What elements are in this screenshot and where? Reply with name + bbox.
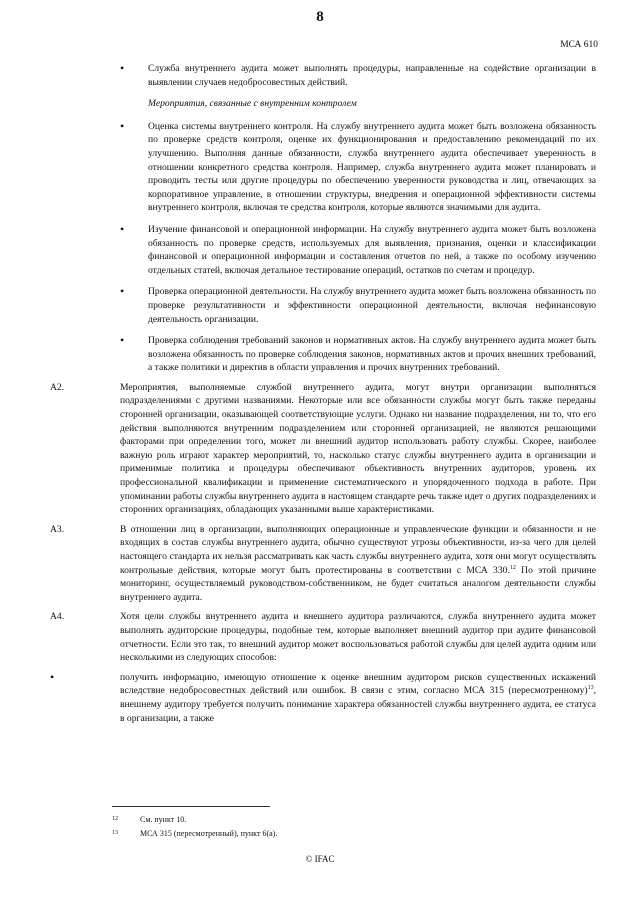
footnote-ref[interactable]: 13 <box>587 685 594 692</box>
paragraph-text: Мероприятия, выполняемые службой внутреннего аудита, могут внутри организации выполняться подразделениями с другими названиями. Некоторые или все обязанности службы могут быть также переданы сторонней организации, оказывающей соответствующие услуги. Однако ни название подразделения, ни то, что его действия выполняются внутренним подразделением или сторонней организацией, не являются решающими факторами при определении того, может ли внешний аудитор использовать работу службы. Скорее, наиболее важную роль играют характер мероприятий, то, насколько статус службы внутреннего аудита в организации и применимые политика и процедуры обеспечивают объективность внутренних аудиторов, уровень их профессиональной квалификации и применение систематического и упорядоченного подхода в работе. При упоминании работы службы внутреннего аудита в настоящем стандарте речь также идет о других подразделениях и сторонних организациях, обладающих указанными выше характеристиками. <box>120 381 596 516</box>
control-bullet: • Проверка соблюдения требований законов и нормативных актов. На службу внутреннего аудита может быть возложена обязанность по проверке соблюдения законов, нормативных актов и прочих внешних требований, а также политики и директив в области управления и прочих внутренних требований. <box>120 334 596 375</box>
footnote <box>112 829 277 838</box>
control-bullet: • Оценка системы внутреннего контроля. На службу внутреннего аудита может быть возложена обязанность по проверке средств контроля, оценке их функционирования и предоставлению рекомендаций по их улучшению. Выполняя данные обязанности, служба внутреннего аудита обеспечивает уверенность в отношении конкретного средства контроля. Например, служба внутреннего аудита может планировать и проводить тесты или другие процедуры по обеспечению уверенности руководства и лиц, отвечающих за корпоративное управление, в отношении структуры, внедрения и операционной эффективности системы внутреннего контроля, включая те средства контроля, которые являются значимыми для аудита. <box>120 120 596 215</box>
footnote-text: МСА 315 (пересмотренный), пункт 6(a). <box>140 829 278 838</box>
paragraph-text: В отношении лиц в организации, выполняющих операционные и управленческие функции и обязанности и не входящих в состав службы внутреннего аудита, обычно существуют угрозы объективности, из-за чего для целей настоящего стандарта их нельзя рассматривать как часть службы внутреннего аудита, хотя они могут осуществлять контрольные действия, которые могут быть протестированы в соответствии с МСА 330. <box>120 523 596 576</box>
copyright-footer: © IFAC <box>305 854 335 864</box>
document-code: МСА 610 <box>560 40 598 50</box>
footnote <box>112 815 186 824</box>
paragraph-number: A4. <box>50 611 65 623</box>
paragraph-a2 <box>50 381 596 517</box>
intro-bullet: • Служба внутреннего аудита может выполнять процедуры, направленные на содействие организации в выявлении случаев недобросовестных действий. <box>120 62 596 89</box>
control-bullet: • Проверка операционной деятельности. На службу внутреннего аудита может быть возложена обязанность по проверке результативности и эффективности операционной деятельности, включая нефинансовую деятельность организации. <box>120 285 596 326</box>
control-bullet: • Изучение финансовой и операционной информации. На службу внутреннего аудита может быть возложена обязанность по проверке средств, используемых для выявления, признания, оценки и классификации финансовой и операционной информации и составления отчетов по ней, а также по особому изучению отдельных статей, включая детальное тестирование операций, остатков по счетам и процедур. <box>120 223 596 277</box>
footnote-text: См. пункт 10. <box>140 815 187 824</box>
footnote-rule <box>112 806 270 807</box>
footnote-ref[interactable]: 12 <box>509 564 516 571</box>
bullet-text-cont: , внешнему аудитору требуется получить понимание характера обязанностей службы внутреннего аудита, ее статуса в организации, а также <box>120 685 596 724</box>
paragraph-a4 <box>50 610 596 664</box>
final-bullet <box>120 671 596 725</box>
section-subheading: Мероприятия, связанные с внутренним контролем <box>148 98 357 110</box>
paragraph-a3 <box>50 523 596 605</box>
footnote-number: 12 <box>112 816 118 822</box>
paragraph-text: Хотя цели службы внутреннего аудита и внешнего аудитора различаются, служба внутреннего аудита может выполнять аудиторские процедуры, подобные тем, которые выполняет внешний аудитор при аудите финансовой отчетности. Если это так, то внешний аудитор может воспользоваться работой службы для целей аудита одним или несколькими из следующих способов: <box>120 611 596 664</box>
footnote-number: 13 <box>112 830 118 836</box>
paragraph-number: A2. <box>50 381 65 393</box>
page-number: 8 <box>316 9 324 25</box>
bullet-text: получить информацию, имеющую отношение к оценке внешним аудитором рисков существенных искажений вследствие недобросовестных действий или ошибок. В связи с этим, согласно МСА 315 (пересмотренному) <box>120 671 596 697</box>
paragraph-text-cont: По этой причине мониторинг, осуществляемый руководством-собственником, не будет считаться аналогом деятельности службы внутреннего аудита. <box>120 564 596 603</box>
page-content <box>50 62 596 725</box>
paragraph-number: A3. <box>50 523 65 535</box>
